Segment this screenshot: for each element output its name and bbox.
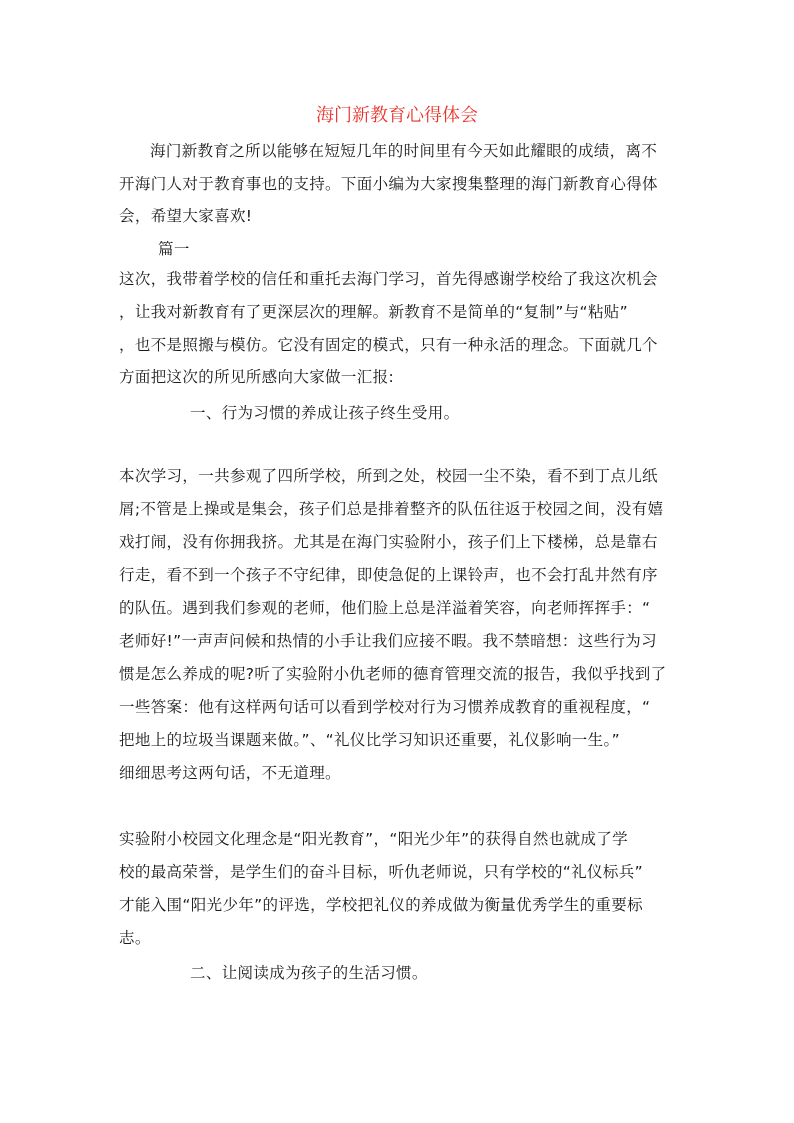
document-title: 海门新教育心得体会	[316, 105, 478, 126]
section-heading: 一、行为习惯的养成让孩子终生受用。	[190, 404, 460, 422]
paragraph-line: ，也不是照搬与模仿。它没有固定的模式，只有一种永活的理念。下面就几个	[119, 336, 658, 354]
paragraph-line: 才能入围“阳光少年”的评选，学校把礼仪的养成做为衡量优秀学生的重要标	[119, 896, 643, 914]
paragraph-line: ，让我对新教育有了更深层次的理解。新教育不是简单的“复制”与“粘贴”	[119, 303, 629, 321]
paragraph-line: 老师好!”一声声问候和热情的小手让我们应接不暇。我不禁暗想：这些行为习	[119, 632, 657, 650]
paragraph-line: 惯是怎么养成的呢?听了实验附小仇老师的德育管理交流的报告，我似乎找到了	[119, 665, 667, 683]
part-label: 篇一	[158, 240, 190, 258]
paragraph-line: 屑;不管是上操或是集会，孩子们总是排着整齐的队伍往返于校园之间，没有嬉	[119, 500, 664, 518]
section-heading: 二、让阅读成为孩子的生活习惯。	[190, 964, 428, 982]
paragraph-line: 行走，看不到一个孩子不守纪律，即使急促的上课铃声，也不会打乱井然有序	[119, 566, 658, 584]
paragraph-line: 一些答案：他有这样两句话可以看到学校对行为习惯养成教育的重视程度，“	[119, 698, 651, 716]
paragraph-line: 这次，我带着学校的信任和重托去海门学习，首先得感谢学校给了我这次机会	[119, 270, 658, 288]
paragraph-line: 的队伍。遇到我们参观的老师，他们脸上总是洋溢着笑容，向老师挥挥手：“	[119, 599, 651, 617]
intro-line: 海门新教育之所以能够在短短几年的时间里有今天如此耀眼的成绩，离不	[150, 142, 658, 160]
paragraph-line: 方面把这次的所见所感向大家做一汇报:	[119, 368, 395, 386]
paragraph-line: 细细思考这两句话，不无道理。	[119, 764, 341, 782]
paragraph-line: 戏打闹，没有你拥我挤。尤其是在海门实验附小，孩子们上下楼梯，总是靠右	[119, 533, 658, 551]
intro-line: 会，希望大家喜欢!	[119, 207, 253, 225]
paragraph-line: 实验附小校园文化理念是“阳光教育”，“阳光少年”的获得自然也就成了学	[119, 830, 629, 848]
intro-line: 开海门人对于教育事也的支持。下面小编为大家搜集整理的海门新教育心得体	[119, 175, 658, 193]
paragraph-line: 把地上的垃圾当课题来做。”、“礼仪比学习知识还重要，礼仪影响一生。”	[119, 731, 620, 749]
paragraph-line: 校的最高荣誉，是学生们的奋斗目标，听仇老师说，只有学校的“礼仪标兵”	[119, 863, 643, 881]
paragraph-line: 本次学习，一共参观了四所学校，所到之处，校园一尘不染，看不到丁点儿纸	[119, 467, 658, 485]
paragraph-line: 志。	[119, 929, 151, 947]
